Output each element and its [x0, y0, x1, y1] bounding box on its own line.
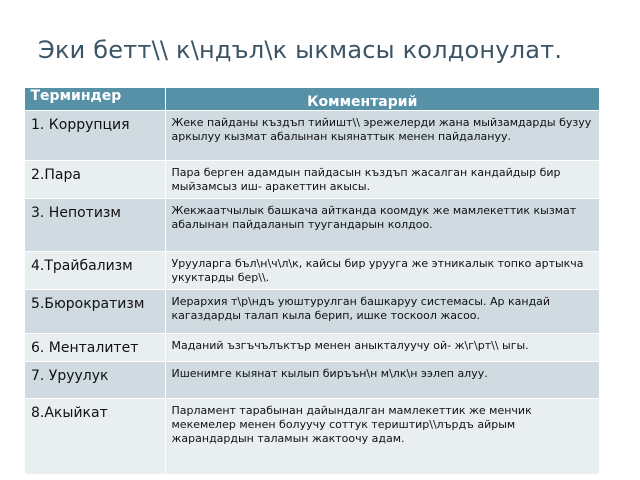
table-row [25, 334, 600, 362]
table-row [25, 252, 600, 290]
table-row [25, 161, 600, 199]
slide-title: Эки бетт\\ к\ндъл\к ыкмасы колдонулат. [38, 36, 563, 64]
term-cell: 2.Пара [25, 161, 166, 199]
term-cell: 6. Менталитет [25, 334, 166, 362]
comment-cell: Урууларга бъл\н\ч\л\к, кайсы бир урууга же этникалык топко артыкча укуктарды бер\\. [165, 252, 600, 290]
table-row [25, 399, 600, 475]
comment-cell: Иерархия т\р\ндъ уюштурулган башкаруу системасы. Ар кандай кагаздарды талап кыла берип, ишке тоскоол жасоо. [165, 290, 600, 334]
table-header-row [25, 88, 600, 111]
term-cell: 8.Акыйкат [25, 399, 166, 475]
table-row [25, 362, 600, 399]
table-row [25, 111, 600, 161]
header-comment: Комментарий [165, 88, 600, 111]
table-row [25, 199, 600, 252]
header-terms: Терминдер [25, 88, 166, 111]
terms-table [24, 88, 600, 475]
comment-cell: Жекжаатчылык башкача айтканда коомдук же мамлекеттик кызмат абалынан пайдаланып туугандарын колдоо. [165, 199, 600, 252]
terms-table-container [23, 87, 601, 476]
comment-cell: Ишенимге кыянат кылып биръън\н м\лк\н ээлеп алуу. [165, 362, 600, 399]
comment-cell: Маданий ъзгъчълъктър менен аныкталуучу ой- ж\г\рт\\ ыгы. [165, 334, 600, 362]
comment-cell: Парламент тарабынан дайындалган мамлекеттик же менчик мекемелер менен болуучу соттук териштир\\лърдъ айрым жарандардын таламын жактоочу адам. [165, 399, 600, 475]
term-cell: 5.Бюрократизм [25, 290, 166, 334]
comment-cell: Жеке пайданы къздъп тийишт\\ эрежелерди жана мыйзамдарды бузуу аркылуу кызмат абалынан кыянаттык менен пайдалануу. [165, 111, 600, 161]
term-cell: 7. Уруулук [25, 362, 166, 399]
term-cell: 4.Трайбализм [25, 252, 166, 290]
term-cell: 1. Коррупция [25, 111, 166, 161]
term-cell: 3. Непотизм [25, 199, 166, 252]
table-row [25, 290, 600, 334]
comment-cell: Пара берген адамдын пайдасын къздъп жасалган кандайдыр бир мыйзамсыз иш- аракеттин акысы. [165, 161, 600, 199]
